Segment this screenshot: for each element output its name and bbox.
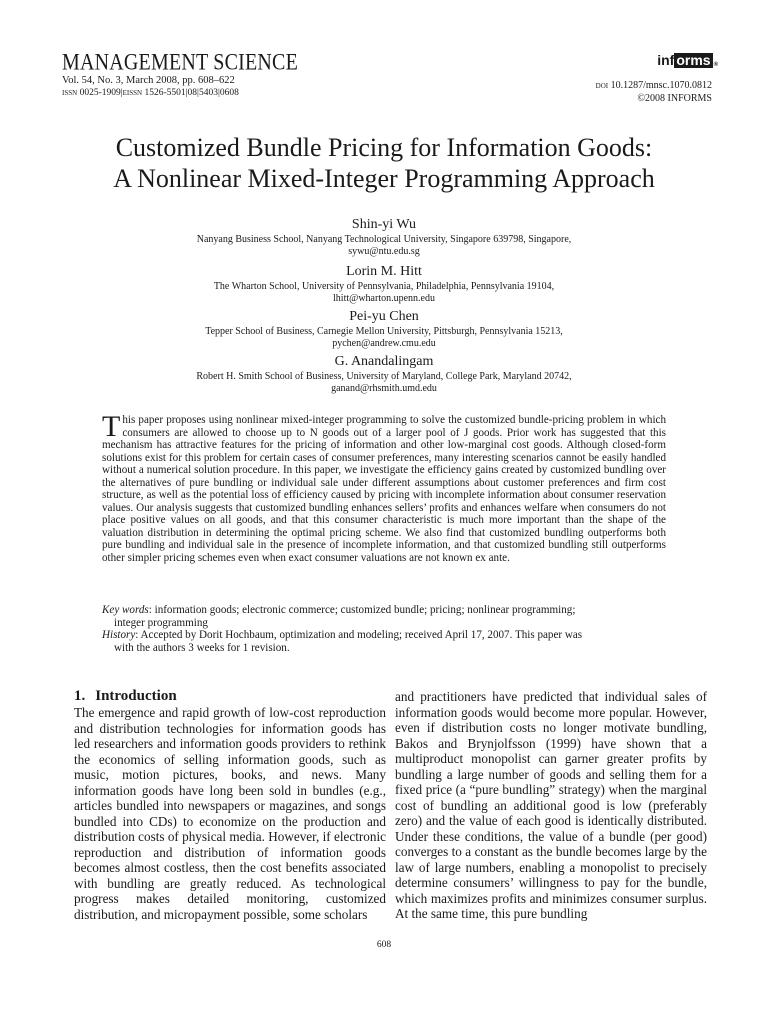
page-number: 608 [376, 940, 392, 950]
history-text: : Accepted by Dorit Hochbaum, optimization and modeling; received April 17, 2007. This paper was [135, 629, 583, 641]
informs-logo [657, 52, 718, 68]
journal-name: MANAGEMENT SCIENCE [62, 50, 299, 76]
issn-value: 0025-1909 [79, 88, 121, 98]
author-block-3 [0, 308, 768, 350]
keywords-label: Key words [102, 604, 149, 616]
author-affiliation: The Wharton School, University of Pennsylvania, Philadelphia, Pennsylvania 19104, [213, 281, 555, 292]
logo-text-left: inf [657, 52, 675, 68]
keywords-history [102, 604, 666, 654]
keywords-line-2: integer programming [114, 616, 208, 629]
history-label: History [102, 629, 136, 641]
author-email: ganand@rhsmith.umd.edu [331, 383, 437, 394]
author-email: pychen@andrew.cmu.edu [332, 338, 436, 349]
keywords-line [102, 604, 666, 617]
title-line-1: Customized Bundle Pricing for Information Goods: [115, 133, 653, 162]
eissn-label: eissn [122, 88, 143, 98]
author-email: lhitt@wharton.upenn.edu [333, 293, 435, 304]
title-line-2: A Nonlinear Mixed-Integer Programming Approach [113, 164, 655, 193]
doi-value: 10.1287/mnsc.1070.0812 [610, 80, 712, 91]
author-block-4 [0, 353, 768, 395]
abstract [102, 410, 666, 564]
copyright-line: ©2008 INFORMS [637, 93, 712, 104]
author-block-2 [0, 263, 768, 305]
logo-registered-mark: ® [713, 62, 718, 68]
body-column-left: The emergence and rapid growth of low-cost reproduction and distribution technologies for information goods has led researchers and information goods providers to rethink the economics of selling information goods, such as music, motion pictures, books, and news. Many information goods have long been sold in bundles (e.g., articles bundled into newspapers or magazines, and songs bundled into CDs) to economize on the production and distribution costs of physical media. However, if electronic reproduction and distribution of information goods becomes almost costless, then the cost benefits associated with bundling are greatly reduced. As technological progress makes detailed monitoring, customized distribution, and micropayment possible, some scholars [74, 705, 386, 922]
body-column-right: and practitioners have predicted that individual sales of information goods would become more popular. However, even if distribution costs no longer motivate bundling, Bakos and Brynjolfsson (1999) have shown that a multiproduct monopolist can garner greater profits by bundling a large number of goods and selling them for a fixed price (a “pure bundling” strategy) when the marginal cost of bundling an additional good is low (preferably zero) and the value of each good is identically distributed. Under these conditions, the value of a bundle (per good) converges to a constant as the bundle becomes large by the law of large numbers, enabling a monopolist to precisely determine consumers’ willingness to pay for the bundle, which maximizes profits and minimizes consumer surplus. At the same time, this pure bundling [395, 689, 707, 921]
author-affiliation: Robert H. Smith School of Business, University of Maryland, College Park, Maryland 20742, [196, 371, 572, 382]
volume-line: Vol. 54, No. 3, March 2008, pp. 608–622 [62, 75, 235, 86]
author-affiliation: Nanyang Business School, Nanyang Technological University, Singapore 639798, Singapore, [196, 234, 572, 245]
issn-tail-3: 0608 [219, 88, 239, 98]
author-name: Shin-yi Wu [351, 217, 417, 232]
abstract-text: his paper proposes using nonlinear mixed-integer programming to solve the customized bundle-pricing problem in which consumers are allowed to choose up to N goods out of a larger pool of J goods. Prior work has suggested that this mechanism has attractive features for the pricing of information and other low-marginal cost goods. Although closed-form solutions exist for this problem for certain cases of consumer preferences, many interesting scenarios cannot be easily handled without a numerical solution procedure. In this paper, we investigate the efficiency gains created by customized bundling over the alternatives of pure bundling or individual sale under different assumptions about customer preferences and firm cost structure, as well as the potential loss of efficiency caused by pricing with incomplete information about consumer reservation values. Our analysis suggests that customized bundling enhances sellers’ profits and enhances welfare when consumers do not place positive values on all goods, and that this consumer characteristic is much more important than the shape of the valuation distribution in determining the optimal pricing scheme. We also find that customized bundling outperforms both pure bundling and individual sale in the presence of incomplete information, and that customized bundling still outperforms other simpler pricing schemes even when exact consumer valuations are not known ex ante. [102, 414, 666, 564]
logo-text-box: orms [676, 52, 711, 68]
author-name: Pei-yu Chen [349, 309, 419, 324]
section-number: 1. [74, 688, 86, 704]
issn-line: issn 0025-1909|eissn 1526-5501|08|5403|0608 [62, 88, 239, 98]
doi-line [596, 80, 712, 91]
author-email: sywu@ntu.edu.sg [348, 246, 420, 257]
doi-label: doi [595, 80, 609, 91]
section-title: Introduction [95, 688, 177, 704]
author-name: G. Anandalingam [334, 354, 434, 369]
author-affiliation: Tepper School of Business, Carnegie Mellon University, Pittsburgh, Pennsylvania 15213, [205, 326, 563, 337]
issn-tail: 08 [187, 88, 198, 98]
eissn-value: 1526-5501 [144, 88, 186, 98]
section-heading [74, 688, 187, 705]
abstract-dropcap: T [102, 410, 121, 443]
author-name: Lorin M. Hitt [346, 264, 422, 279]
paper-title [0, 132, 768, 194]
author-block-1 [0, 216, 768, 258]
issn-tail-2: 5403 [198, 88, 218, 98]
issn-label: issn [62, 88, 78, 98]
history-line-2: with the authors 3 weeks for 1 revision. [114, 641, 290, 654]
history-line [102, 629, 666, 642]
keywords-text: : information goods; electronic commerce; customized bundle; pricing; nonlinear programming; [148, 604, 576, 616]
